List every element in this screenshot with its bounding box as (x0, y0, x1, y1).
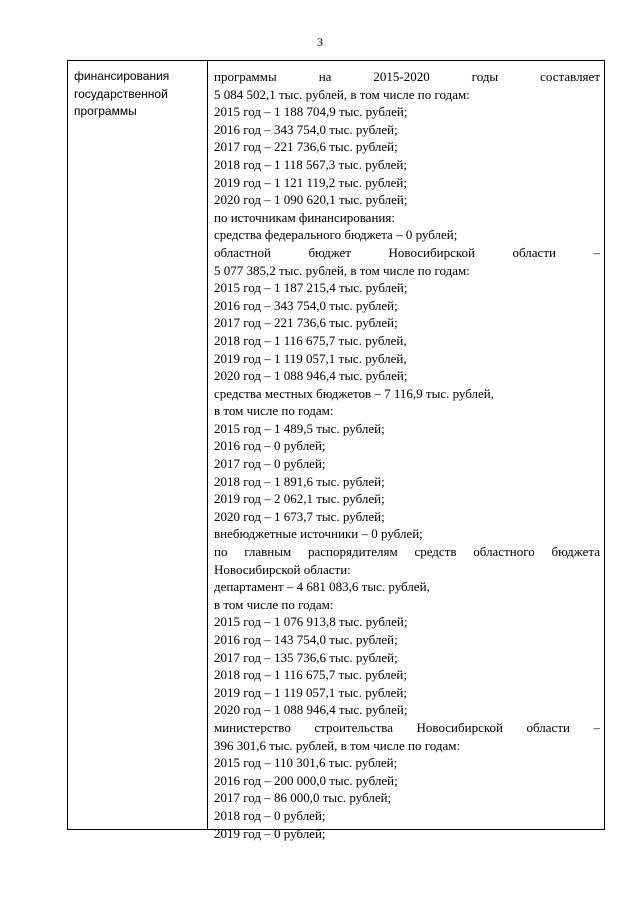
text-line: 2017 год – 0 рублей; (214, 456, 326, 472)
text-line: 2018 год – 1 118 567,3 тыс. рублей; (214, 156, 407, 172)
text-line: 2018 год – 1 891,6 тыс. рублей; (214, 473, 385, 489)
text-line: министерство строительства Новосибирской области – (214, 719, 600, 735)
text-line: 2020 год – 1 088 946,4 тыс. рублей; (214, 702, 408, 718)
text-line: 2017 год – 221 736,6 тыс. рублей; (214, 315, 398, 331)
text-line: 2019 год – 1 119 057,1 тыс. рублей, (214, 350, 407, 366)
text-line: 2016 год – 143 754,0 тыс. рублей; (214, 632, 398, 647)
text-line: 2016 год – 200 000,0 тыс. рублей; (214, 772, 398, 788)
text-line: 2015 год – 110 301,6 тыс. рублей; (214, 755, 398, 771)
text-line: в том числе по годам: (214, 403, 334, 419)
text-line: 2019 год – 1 119 057,1 тыс. рублей; (214, 684, 407, 700)
text-line: средства местных бюджетов – 7 116,9 тыс. рублей, (214, 385, 495, 401)
text-line: по главным распорядителям средств областного бюджета (214, 544, 600, 560)
text-line: внебюджетные источники – 0 рублей; (214, 526, 423, 542)
text-line: по источникам финансирования: (214, 209, 395, 225)
text-line: департамент – 4 681 083,6 тыс. рублей, (214, 579, 430, 595)
text-line: 2015 год – 1 188 704,9 тыс. рублей; (214, 104, 408, 120)
text-line: 396 301,6 тыс. рублей, в том числе по годам: (214, 737, 461, 753)
page-number: 3 (317, 35, 323, 49)
text-line: 2019 год – 1 121 119,2 тыс. рублей; (214, 174, 407, 190)
text-line: 2015 год – 1 187 215,4 тыс. рублей; (214, 280, 408, 296)
text-line: 2016 год – 343 754,0 тыс. рублей; (214, 121, 398, 137)
text-line: 5 084 502,1 тыс. рублей, в том числе по годам: (214, 86, 470, 102)
text-line: 2017 год – 86 000,0 тыс. рублей; (214, 790, 392, 806)
financing-table (67, 60, 605, 841)
text-line: Новосибирской области: (214, 561, 351, 577)
text-line: 5 077 385,2 тыс. рублей, в том числе по годам: (214, 262, 470, 278)
left-cell-line: финансирования (74, 69, 170, 83)
right-cell-content (214, 68, 600, 842)
text-line: средства федерального бюджета – 0 рублей; (214, 227, 458, 243)
text-line: 2016 год – 0 рублей; (214, 438, 326, 454)
left-cell-line: программы (74, 104, 137, 119)
text-line: 2017 год – 135 736,6 тыс. рублей; (214, 649, 398, 665)
text-line: 2015 год – 1 076 913,8 тыс. рублей; (214, 614, 408, 630)
text-line: 2017 год – 221 736,6 тыс. рублей; (214, 139, 398, 155)
text-line: 2019 год – 0 рублей; (214, 825, 326, 841)
left-cell-line: государственной (74, 86, 168, 101)
text-line: 2018 год – 1 116 675,7 тыс. рублей; (214, 667, 407, 683)
text-line: 2020 год – 1 088 946,4 тыс. рублей; (214, 368, 408, 384)
text-line: 2020 год – 1 090 620,1 тыс. рублей; (214, 192, 408, 208)
text-line: 2016 год – 343 754,0 тыс. рублей; (214, 297, 398, 313)
text-line: областной бюджет Новосибирской области – (214, 244, 600, 260)
text-line: 2018 год – 1 116 675,7 тыс. рублей, (214, 332, 407, 348)
left-cell-label (74, 68, 204, 121)
text-line: программы на 2015-2020 годы составляет (214, 69, 600, 84)
text-line: в том числе по годам: (214, 596, 334, 612)
text-line: 2015 год – 1 489,5 тыс. рублей; (214, 420, 385, 436)
text-line: 2020 год – 1 673,7 тыс. рублей; (214, 508, 385, 524)
text-line: 2018 год – 0 рублей; (214, 807, 326, 823)
column-divider (207, 61, 208, 829)
text-line: 2019 год – 2 062,1 тыс. рублей; (214, 491, 385, 507)
